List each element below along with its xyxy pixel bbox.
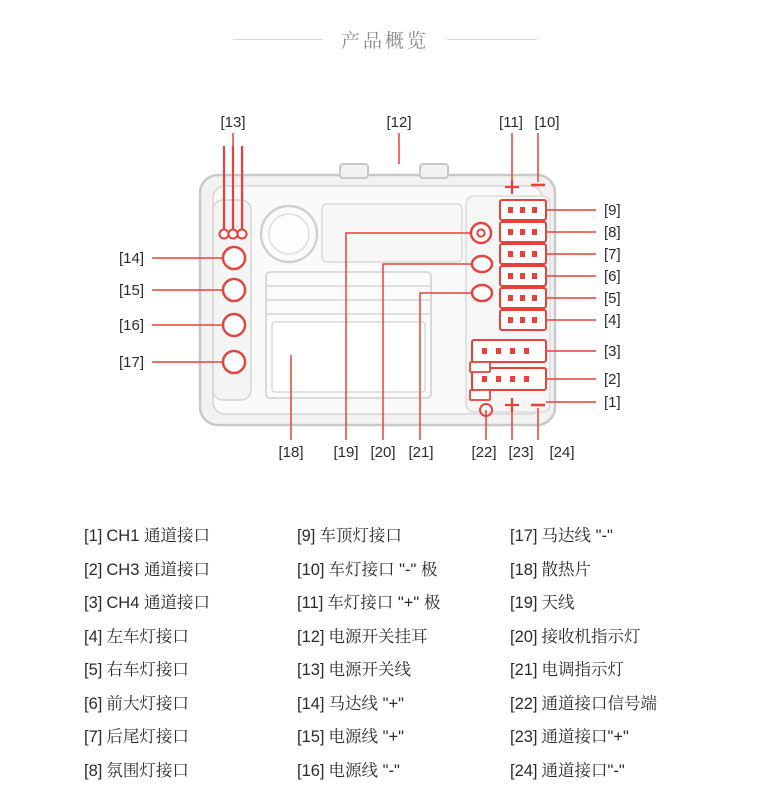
callout-24: [24] (549, 444, 575, 461)
legend-num: [8] (84, 761, 103, 780)
legend-text: 氛围灯接口 (106, 761, 189, 780)
legend-num: [22] (510, 694, 538, 713)
legend-text: 车顶灯接口 (319, 527, 402, 545)
list-item (510, 755, 723, 789)
legend-text: 通道接口信号端 (541, 694, 658, 713)
callout-22: [22] (471, 444, 497, 461)
callout-11: [11] (499, 114, 523, 131)
legend-text: 车灯接口 "+" 极 (327, 594, 441, 612)
legend-num: [13] (297, 661, 325, 679)
legend-num: [23] (510, 728, 538, 746)
legend-text: 后尾灯接口 (106, 728, 189, 746)
callout-20: [20] (370, 444, 396, 461)
legend-num: [2] (84, 560, 103, 579)
legend-text: 接收机指示灯 (541, 627, 641, 646)
header-rule-right (447, 39, 537, 40)
list-item (510, 654, 723, 688)
callout-7: [7] (604, 246, 621, 263)
callout-5: [5] (604, 290, 621, 307)
list-item (510, 587, 723, 621)
legend-num: [19] (510, 594, 538, 612)
outlet-16 (223, 314, 245, 336)
list-item (510, 688, 723, 722)
outlet-17 (223, 351, 245, 373)
connector-header-lower (470, 340, 546, 400)
list-item (84, 721, 297, 755)
legend-num: [5] (84, 661, 103, 679)
page-title: 产品概览 (340, 31, 429, 52)
callout-10: [10] (534, 114, 560, 131)
list-item (297, 721, 510, 755)
legend-text: 马达线 "-" (541, 527, 613, 545)
legend-num: [18] (510, 560, 538, 579)
list-item (297, 688, 510, 722)
legend-num: [7] (84, 728, 103, 746)
callout-13: [13] (220, 114, 246, 131)
product-overview-diagram (0, 100, 770, 490)
callout-9: [9] (604, 202, 621, 219)
callout-12: [12] (386, 114, 412, 131)
list-item (510, 721, 723, 755)
legend-text: 电源线 "-" (328, 761, 400, 780)
legend (84, 520, 724, 788)
callout-1: [1] (604, 394, 621, 411)
header-rule-left (233, 39, 323, 40)
callout-3: [3] (604, 343, 621, 360)
list-item (510, 520, 723, 554)
callout-2: [2] (604, 371, 621, 388)
legend-text: 散热片 (541, 560, 592, 579)
power-switch-wires (220, 146, 247, 239)
legend-num: [24] (510, 761, 538, 780)
legend-text: CH3 通道接口 (106, 560, 210, 579)
list-item (84, 520, 297, 554)
legend-num: [3] (84, 594, 103, 612)
list-item (510, 554, 723, 588)
legend-column-2 (297, 520, 510, 788)
callout-18: [18] (278, 444, 304, 461)
legend-num: [6] (84, 694, 103, 713)
list-item (84, 587, 297, 621)
legend-text: 右车灯接口 (106, 661, 189, 679)
callout-21: [21] (408, 444, 434, 461)
legend-num: [9] (297, 527, 316, 545)
receiver-led (472, 256, 492, 272)
legend-num: [14] (297, 694, 325, 713)
legend-num: [10] (297, 560, 325, 579)
callout-23: [23] (508, 444, 534, 461)
legend-num: [4] (84, 627, 103, 646)
list-item (297, 654, 510, 688)
legend-text: 天线 (541, 594, 575, 612)
list-item (297, 554, 510, 588)
list-item (84, 688, 297, 722)
legend-num: [15] (297, 728, 325, 746)
legend-num: [17] (510, 527, 538, 545)
outlet-15 (223, 279, 245, 301)
legend-num: [1] (84, 527, 103, 545)
legend-text: 电源线 "+" (328, 728, 404, 746)
legend-text: CH1 通道接口 (106, 527, 210, 545)
legend-num: [21] (510, 661, 538, 679)
legend-text: 通道接口"-" (541, 761, 625, 780)
legend-column-1 (84, 520, 297, 788)
legend-text: 通道接口"+" (541, 728, 629, 746)
callout-4: [4] (604, 312, 621, 329)
list-item (297, 520, 510, 554)
legend-num: [16] (297, 761, 325, 780)
legend-num: [11] (297, 594, 324, 612)
list-item (84, 654, 297, 688)
list-item (84, 554, 297, 588)
legend-text: 车灯接口 "-" 极 (328, 560, 438, 579)
legend-column-3 (510, 520, 723, 788)
legend-text: 马达线 "+" (328, 694, 404, 713)
list-item (84, 755, 297, 789)
callout-8: [8] (604, 224, 621, 241)
callout-15: [15] (118, 282, 144, 299)
legend-text: 电源开关线 (328, 661, 412, 679)
legend-num: [12] (297, 627, 325, 646)
legend-text: 电调指示灯 (541, 661, 625, 679)
outlet-14 (223, 247, 245, 269)
callout-19: [19] (333, 444, 359, 461)
callout-14: [14] (118, 250, 144, 267)
legend-text: 电源开关挂耳 (328, 627, 428, 646)
list-item (297, 621, 510, 655)
list-item (297, 755, 510, 789)
list-item (84, 621, 297, 655)
list-item (510, 621, 723, 655)
esc-led (472, 285, 492, 301)
callout-17: [17] (118, 354, 144, 371)
connector-header-upper (500, 200, 546, 330)
callout-16: [16] (118, 317, 144, 334)
legend-text: 左车灯接口 (106, 627, 189, 646)
list-item (297, 587, 510, 621)
callout-6: [6] (604, 268, 621, 285)
legend-num: [20] (510, 627, 538, 646)
legend-text: CH4 通道接口 (106, 594, 210, 612)
page-header (0, 26, 770, 53)
legend-text: 前大灯接口 (106, 694, 189, 713)
